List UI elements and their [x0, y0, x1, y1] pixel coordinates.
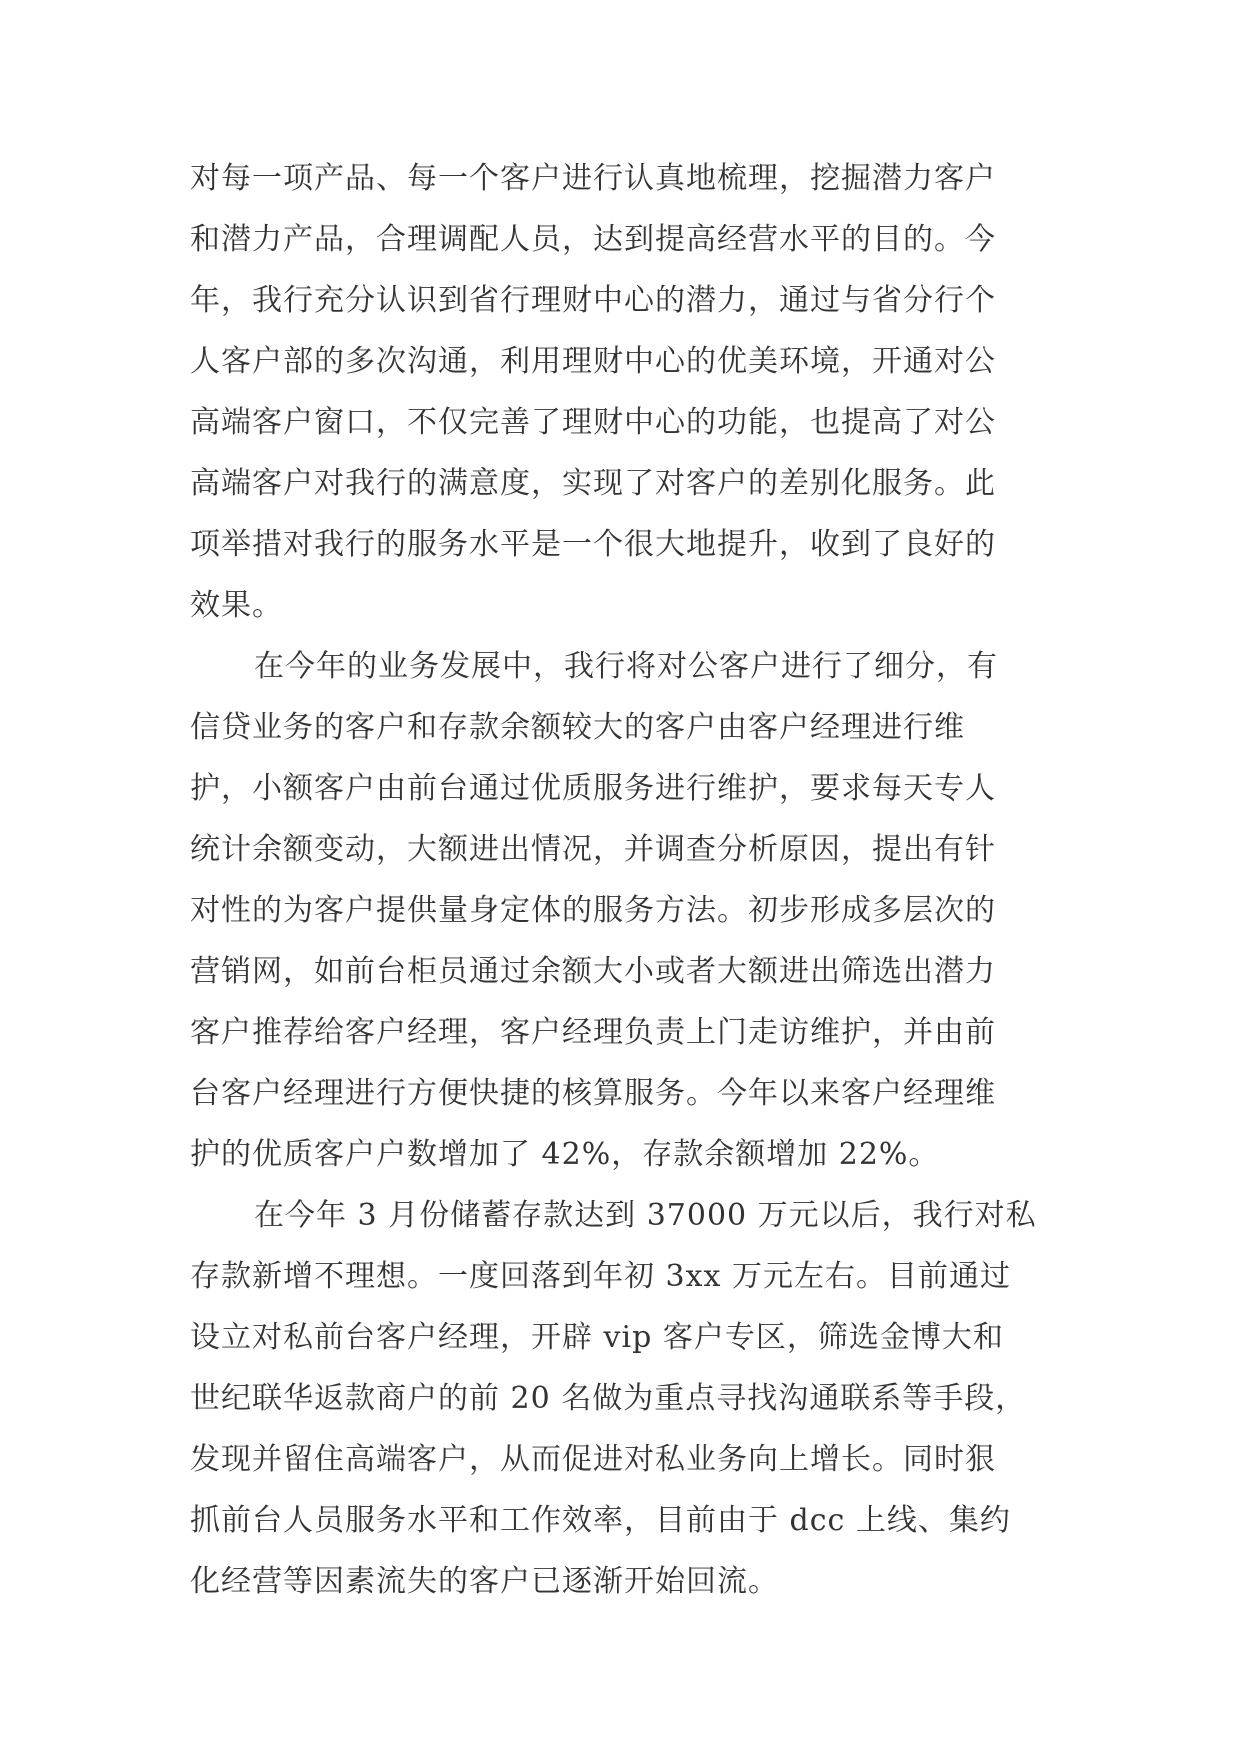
text-line: 在今年的业务发展中，我行将对公客户进行了细分，有 [254, 649, 998, 684]
text-line: 发现并留住高端客户，从而促进对私业务向上增长。同时狠 [190, 1442, 996, 1477]
text-line: 抓前台人员服务水平和工作效率，目前由于 dcc 上线、集约 [190, 1503, 1011, 1538]
paragraph-2 [190, 636, 1050, 1185]
text-line: 高端客户窗口，不仅完善了理财中心的功能，也提高了对公 [190, 405, 996, 440]
text-line: 高端客户对我行的满意度，实现了对客户的差别化服务。此 [190, 466, 996, 501]
text-line: 年，我行充分认识到省行理财中心的潜力，通过与省分行个 [190, 283, 996, 318]
text-line: 项举措对我行的服务水平是一个很大地提升，收到了良好的 [190, 527, 996, 562]
text-line: 统计余额变动，大额进出情况，并调查分析原因，提出有针 [190, 832, 996, 867]
text-line: 护，小额客户由前台通过优质服务进行维护，要求每天专人 [190, 771, 996, 806]
text-line: 化经营等因素流失的客户已逐渐开始回流。 [190, 1564, 779, 1599]
text-line: 和潜力产品，合理调配人员，达到提高经营水平的目的。今 [190, 222, 996, 257]
paragraph-1 [190, 148, 1050, 636]
text-line: 护的优质客户户数增加了 42%，存款余额增加 22%。 [190, 1137, 940, 1172]
text-line: 世纪联华返款商户的前 20 名做为重点寻找沟通联系等手段， [190, 1381, 1027, 1416]
document-body [190, 148, 1050, 1612]
text-line: 效果。 [190, 588, 283, 623]
text-line: 在今年 3 月份储蓄存款达到 37000 万元以后，我行对私 [254, 1198, 1037, 1233]
text-line: 存款新增不理想。一度回落到年初 3xx 万元左右。目前通过 [190, 1259, 1011, 1294]
text-line: 客户推荐给客户经理，客户经理负责上门走访维护，并由前 [190, 1015, 996, 1050]
text-line: 信贷业务的客户和存款余额较大的客户由客户经理进行维 [190, 710, 965, 745]
paragraph-3 [190, 1185, 1050, 1612]
text-line: 对性的为客户提供量身定体的服务方法。初步形成多层次的 [190, 893, 996, 928]
text-line: 台客户经理进行方便快捷的核算服务。今年以来客户经理维 [190, 1076, 996, 1111]
text-line: 人客户部的多次沟通，利用理财中心的优美环境，开通对公 [190, 344, 996, 379]
text-line: 营销网，如前台柜员通过余额大小或者大额进出筛选出潜力 [190, 954, 996, 989]
text-line: 设立对私前台客户经理，开辟 vip 客户专区，筛选金博大和 [190, 1320, 1004, 1355]
text-line: 对每一项产品、每一个客户进行认真地梳理，挖掘潜力客户 [190, 161, 996, 196]
